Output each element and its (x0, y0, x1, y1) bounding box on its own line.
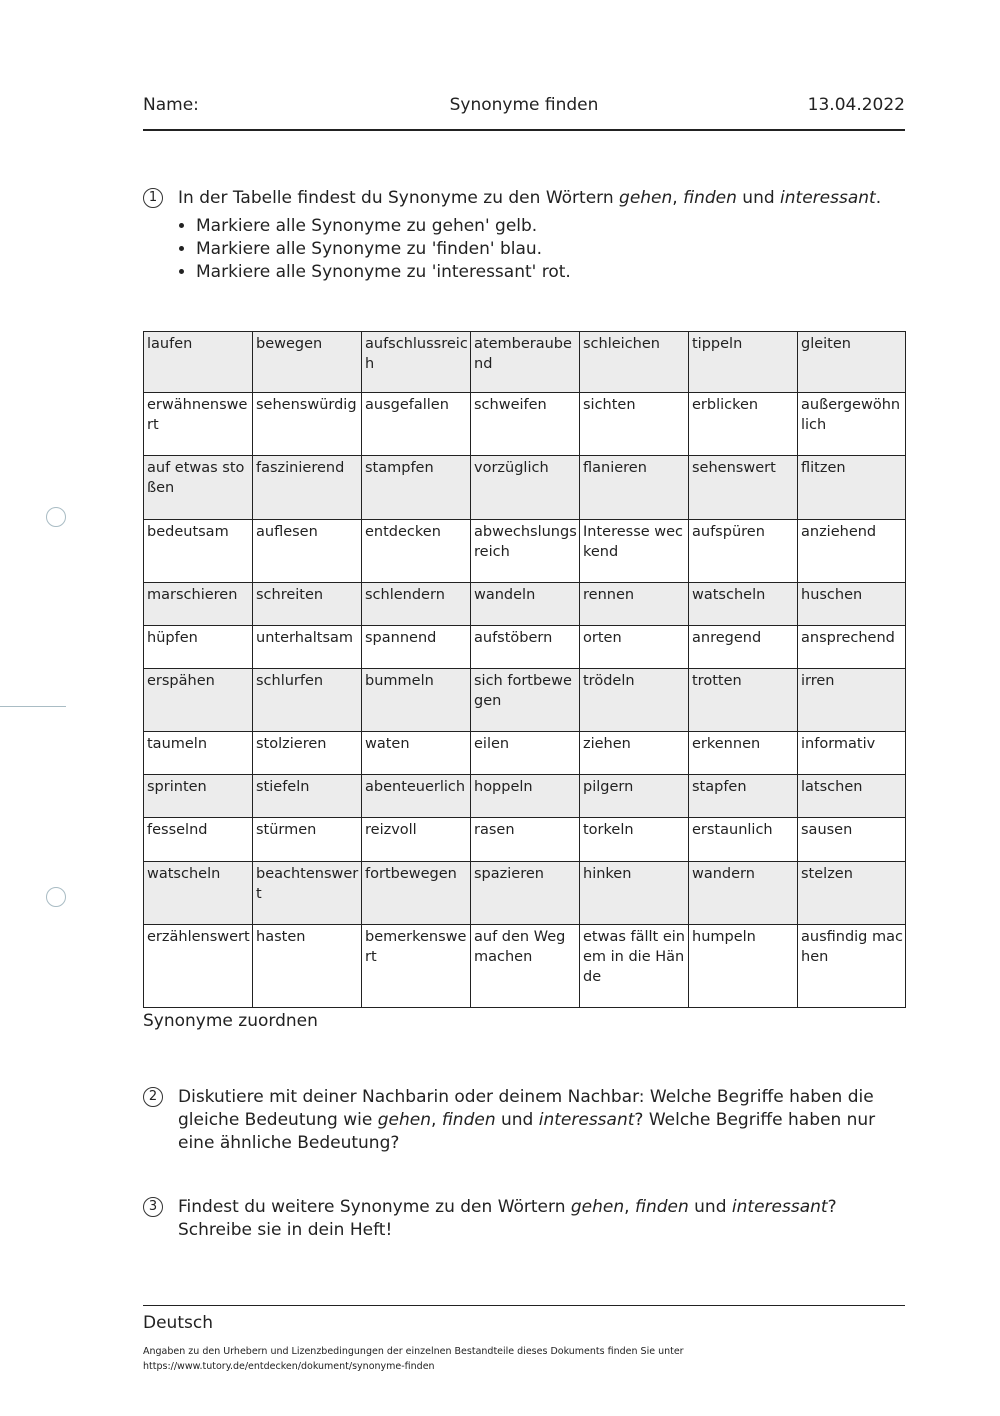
table-cell: bedeutsam (144, 520, 253, 583)
table-cell: gleiten (798, 332, 906, 393)
table-cell: taumeln (144, 732, 253, 775)
table-cell: erstaunlich (689, 818, 798, 862)
table-cell: erblicken (689, 393, 798, 456)
table-cell: bemerkenswert (362, 925, 471, 1008)
task-3 (143, 1196, 905, 1242)
table-cell: stapfen (689, 775, 798, 818)
table-cell: ziehen (580, 732, 689, 775)
task-2 (143, 1086, 905, 1155)
table-cell: sehenswert (689, 456, 798, 520)
table-row (144, 332, 906, 393)
table-cell: außergewöhnlich (798, 393, 906, 456)
table-cell: rennen (580, 583, 689, 626)
table-cell: flitzen (798, 456, 906, 520)
table-cell: entdecken (362, 520, 471, 583)
table-cell: fortbewegen (362, 862, 471, 925)
table-row (144, 862, 906, 925)
punch-hole-top (46, 507, 66, 527)
table-cell: fesselnd (144, 818, 253, 862)
table-cell: bewegen (253, 332, 362, 393)
table-cell: schlendern (362, 583, 471, 626)
table-cell: unterhaltsam (253, 626, 362, 669)
task-number-3: 3 (143, 1197, 163, 1217)
table-cell: huschen (798, 583, 906, 626)
table-cell: trotten (689, 669, 798, 732)
table-cell: anregend (689, 626, 798, 669)
table-cell: anziehend (798, 520, 906, 583)
table-cell: informativ (798, 732, 906, 775)
table-row (144, 775, 906, 818)
table-cell: laufen (144, 332, 253, 393)
instruction-item: • Markiere alle Synonyme zu 'interessant' rot. (196, 261, 905, 284)
table-cell: erwähnenswert (144, 393, 253, 456)
table-cell: spannend (362, 626, 471, 669)
table-cell: irren (798, 669, 906, 732)
table-cell: sausen (798, 818, 906, 862)
punch-hole-bottom (46, 887, 66, 907)
table-cell: faszinierend (253, 456, 362, 520)
table-cell: sprinten (144, 775, 253, 818)
task-1-instructions (177, 215, 905, 284)
table-row (144, 583, 906, 626)
table-cell: latschen (798, 775, 906, 818)
table-cell: hasten (253, 925, 362, 1008)
table-caption: Synonyme zuordnen (143, 1011, 318, 1031)
table-cell: beachtenswert (253, 862, 362, 925)
table-cell: sehenswürdig (253, 393, 362, 456)
table-cell: tippeln (689, 332, 798, 393)
table-cell: stiefeln (253, 775, 362, 818)
table-cell: erspähen (144, 669, 253, 732)
table-row (144, 732, 906, 775)
task-number-2: 2 (143, 1087, 163, 1107)
table-cell: ausgefallen (362, 393, 471, 456)
table-cell: wandern (689, 862, 798, 925)
table-cell: pilgern (580, 775, 689, 818)
table-row (144, 520, 906, 583)
credits-link[interactable]: https://www.tutory.de/entdecken/dokument/synonyme-finden (143, 1361, 435, 1372)
table-cell: aufstöbern (471, 626, 580, 669)
task-1 (143, 187, 905, 284)
table-cell: hoppeln (471, 775, 580, 818)
table-cell: watscheln (144, 862, 253, 925)
table-cell: watscheln (689, 583, 798, 626)
table-cell: stampfen (362, 456, 471, 520)
table-cell: stelzen (798, 862, 906, 925)
task-3-text: Findest du weitere Synonyme zu den Wörtern gehen, finden und interessant? Schreibe sie in dein Heft! (178, 1197, 837, 1240)
table-cell: atemberaubend (471, 332, 580, 393)
table-cell: hinken (580, 862, 689, 925)
fold-mark (0, 706, 66, 707)
table-cell: sich fortbewegen (471, 669, 580, 732)
table-cell: marschieren (144, 583, 253, 626)
synonym-table (143, 331, 906, 1008)
name-label: Name: (143, 95, 199, 115)
table-cell: humpeln (689, 925, 798, 1008)
table-cell: aufspüren (689, 520, 798, 583)
table-cell: abwechslungsreich (471, 520, 580, 583)
table-cell: etwas fällt einem in die Hände (580, 925, 689, 1008)
table-cell: spazieren (471, 862, 580, 925)
footer-divider (143, 1305, 905, 1306)
table-row (144, 393, 906, 456)
subject-label: Deutsch (143, 1313, 213, 1333)
table-cell: auf etwas stoßen (144, 456, 253, 520)
table-cell: ausfindig machen (798, 925, 906, 1008)
table-cell: aufschlussreich (362, 332, 471, 393)
instruction-item: • Markiere alle Synonyme zu 'finden' blau. (196, 238, 905, 261)
table-cell: stürmen (253, 818, 362, 862)
task-2-text: Diskutiere mit deiner Nachbarin oder deinem Nachbar: Welche Begriffe haben die gleiche Bedeutung wie gehen, finden und interessant? Welche Begriffe haben nur eine ähnliche Bedeutung? (178, 1087, 876, 1153)
table-cell: trödeln (580, 669, 689, 732)
table-cell: wandeln (471, 583, 580, 626)
table-cell: abenteuerlich (362, 775, 471, 818)
table-cell: ansprechend (798, 626, 906, 669)
table-cell: flanieren (580, 456, 689, 520)
table-cell: waten (362, 732, 471, 775)
table-cell: Interesse weckend (580, 520, 689, 583)
table-row (144, 669, 906, 732)
task-number-1: 1 (143, 188, 163, 208)
table-cell: vorzüglich (471, 456, 580, 520)
table-cell: schreiten (253, 583, 362, 626)
table-cell: schlurfen (253, 669, 362, 732)
credits-text: Angaben zu den Urhebern und Lizenzbedingungen der einzelnen Bestandteile dieses Dokuments finden Sie unter https://www.tutory.de/entdecken/dokument/synonyme-finden (143, 1344, 763, 1374)
task-1-intro: In der Tabelle findest du Synonyme zu den Wörtern gehen, finden und interessant. (178, 188, 882, 208)
table-row (144, 818, 906, 862)
table-cell: reizvoll (362, 818, 471, 862)
table-cell: schweifen (471, 393, 580, 456)
date-label: 13.04.2022 (807, 95, 905, 115)
table-cell: auf den Weg machen (471, 925, 580, 1008)
table-row (144, 626, 906, 669)
table-cell: stolzieren (253, 732, 362, 775)
table-cell: schleichen (580, 332, 689, 393)
table-cell: torkeln (580, 818, 689, 862)
table-cell: auflesen (253, 520, 362, 583)
table-cell: rasen (471, 818, 580, 862)
table-cell: erzählenswert (144, 925, 253, 1008)
table-row (144, 925, 906, 1008)
table-cell: sichten (580, 393, 689, 456)
table-cell: eilen (471, 732, 580, 775)
table-cell: orten (580, 626, 689, 669)
page-title: Synonyme finden (449, 95, 599, 115)
table-cell: erkennen (689, 732, 798, 775)
table-cell: hüpfen (144, 626, 253, 669)
table-cell: bummeln (362, 669, 471, 732)
page-header (143, 95, 905, 131)
instruction-item: • Markiere alle Synonyme zu gehen' gelb. (196, 215, 905, 238)
table-row (144, 456, 906, 520)
